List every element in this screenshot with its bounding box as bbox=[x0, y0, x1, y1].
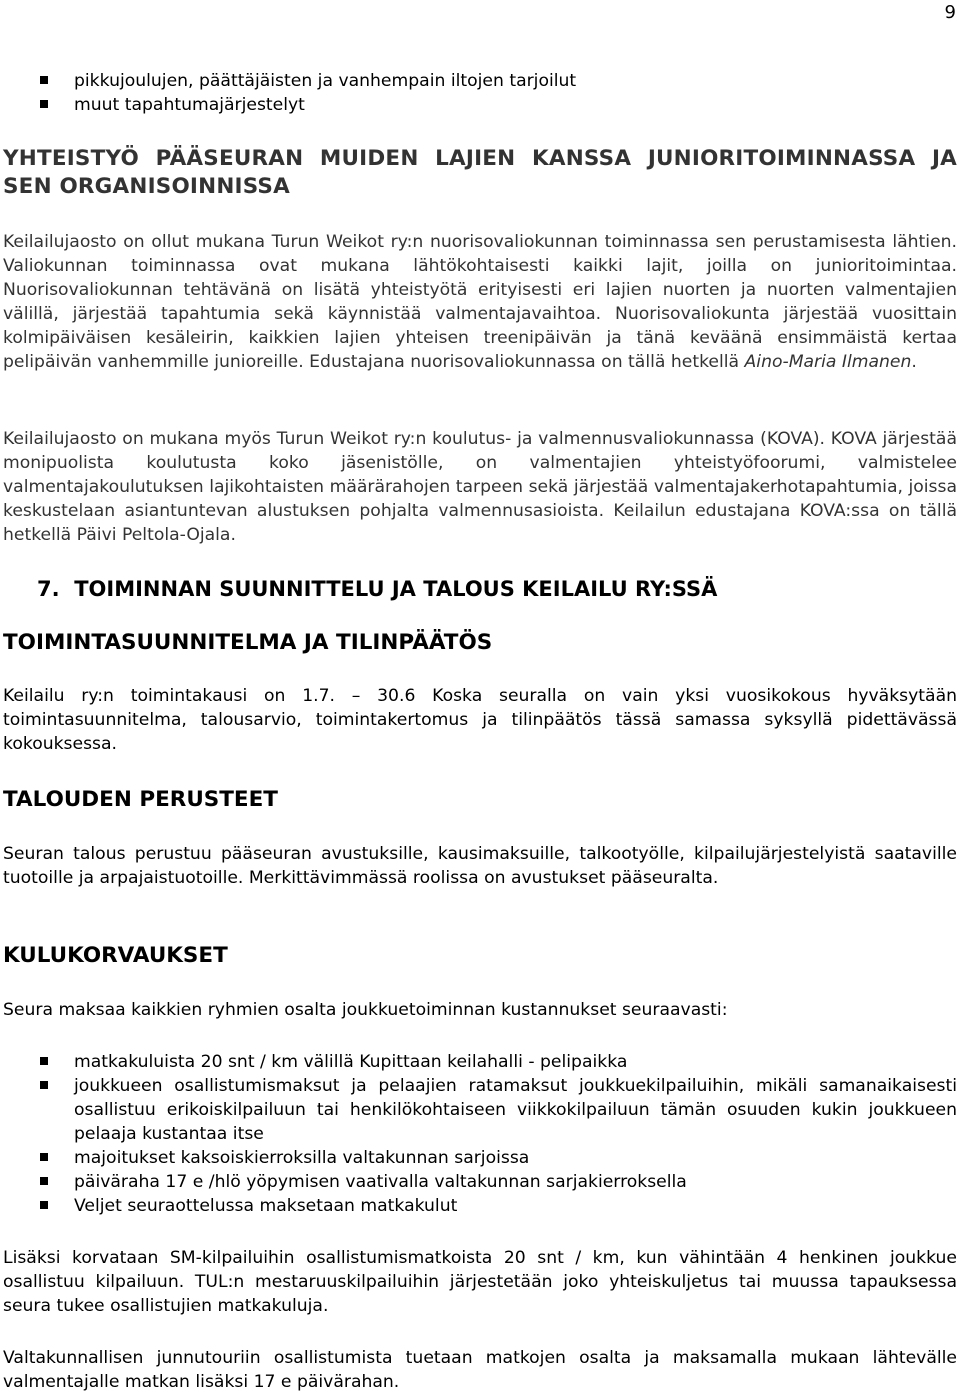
costs-paragraph-2: Lisäksi korvataan SM-kilpailuihin osallistumismatkoista 20 snt / km, kun vähintään 4 henkinen joukkue osallistuu kilpailuun. TUL:n mestaruuskilpailuihin järjestetään joko yhteiskuljetus tai muussa tapauksessa seura tukee osallistujien matkakuluja. bbox=[3, 1248, 957, 1316]
representative-name: Aino-Maria Ilmanen bbox=[744, 352, 912, 372]
list-item: pikkujoulujen, päättäjäisten ja vanhempain iltojen tarjoilut bbox=[3, 69, 957, 93]
list-item: Veljet seuraottelussa maksetaan matkakulut bbox=[3, 1194, 957, 1218]
section-7-heading: 7. TOIMINNAN SUUNNITTELU JA TALOUS KEILAILU RY:SSÄ bbox=[37, 577, 718, 601]
finance-paragraph: Seuran talous perustuu pääseuran avustuksille, kausimaksuille, talkootyölle, kilpailujärjestelyistä saataville tuotoille ja arpajaistuotoille. Merkittävimmässä roolissa on avustukset pääseuralta. bbox=[3, 844, 957, 888]
cooperation-paragraph-1-text: Keilailujaosto on ollut mukana Turun Weikot ry:n nuorisovaliokunnan toiminnassa sen perustamisesta lähtien. Valiokunnan toiminnassa ovat mukana lähtökohtaisesti kaikki lajit, joilla on junioritoimintaa. Nuorisovaliokunnan tehtävänä on lisätä yhteistyötä erityisesti eri lajien nuorten ja nuorten valmentajien välillä, järjestää tapahtumia sekä käynnistää valmentajavaihtoa. Nuorisovaliokunta järjestää vuosittain kolmipäiväisen kesäleirin, kaikkien lajien yhteisen treenipäivän ja tänä keväänä ensimmäistä kertaa pelipäivän vanhemmille junioreille. Edustajana nuorisovaliokunnassa on tällä hetkellä bbox=[3, 232, 957, 372]
costs-heading: KULUKORVAUKSET bbox=[3, 943, 228, 968]
cooperation-paragraph-1-end: . bbox=[911, 352, 917, 372]
cooperation-paragraph-1 bbox=[3, 230, 957, 374]
finance-heading: TALOUDEN PERUSTEET bbox=[3, 787, 278, 812]
list-item: majoitukset kaksoiskierroksilla valtakunnan sarjoissa bbox=[3, 1146, 957, 1170]
list-item: päiväraha 17 e /hlö yöpymisen vaativalla valtakunnan sarjakierroksella bbox=[3, 1170, 957, 1194]
page-number: 9 bbox=[944, 2, 956, 23]
list-item: muut tapahtumajärjestelyt bbox=[3, 93, 957, 117]
cooperation-heading: YHTEISTYÖ PÄÄSEURAN MUIDEN LAJIEN KANSSA JUNIORITOIMINNASSA JA SEN ORGANISOINNISSA bbox=[3, 146, 957, 199]
costs-paragraph-3: Valtakunnallisen junnutouriin osallistumista tuetaan matkojen osalta ja maksamalla mukaan lähtevälle valmentajalle matkan lisäksi 17 e päivärahan. bbox=[3, 1348, 957, 1392]
plan-heading: TOIMINTASUUNNITELMA JA TILINPÄÄTÖS bbox=[3, 630, 493, 655]
cooperation-paragraph-2: Keilailujaosto on mukana myös Turun Weikot ry:n koulutus- ja valmennusvaliokunnassa (KOVA). KOVA järjestää monipuolista koulutusta koko jäsenistölle, on valmentajien yhteistyöfoorumi, valmistelee valmentajakoulutuksen lajikohtaisten määrärahojen tarpeen sekä järjestää valmentajakerhotapahtumia, joissa keskustelaan asiantuntevan alustuksen pohjalta valmennusasioista. Keilailun edustajana KOVA:ssa on tällä hetkellä Päivi Peltola-Ojala. bbox=[3, 429, 957, 545]
costs-intro: Seura maksaa kaikkien ryhmien osalta joukkuetoiminnan kustannukset seuraavasti: bbox=[3, 1000, 728, 1020]
plan-paragraph: Keilailu ry:n toimintakausi on 1.7. – 30.6 Koska seuralla on vain yksi vuosikokous hyväksytään toimintasuunnitelma, talousarvio, toimintakertomus ja tilinpäätös tässä samassa syksyllä pidettävässä kokouksessa. bbox=[3, 686, 957, 754]
top-bullet-list bbox=[3, 69, 957, 117]
list-item: joukkueen osallistumismaksut ja pelaajien ratamaksut joukkuekilpailuihin, mikäli samanaikaisesti osallistuu erikoiskilpailuun tai henkilökohtaiseen viikkokilpailuun tämän osuuden kukin joukkueen pelaaja kustantaa itse bbox=[3, 1074, 957, 1146]
costs-bullet-list bbox=[3, 1050, 957, 1218]
list-item: matkakuluista 20 snt / km välillä Kupittaan keilahalli - pelipaikka bbox=[3, 1050, 957, 1074]
